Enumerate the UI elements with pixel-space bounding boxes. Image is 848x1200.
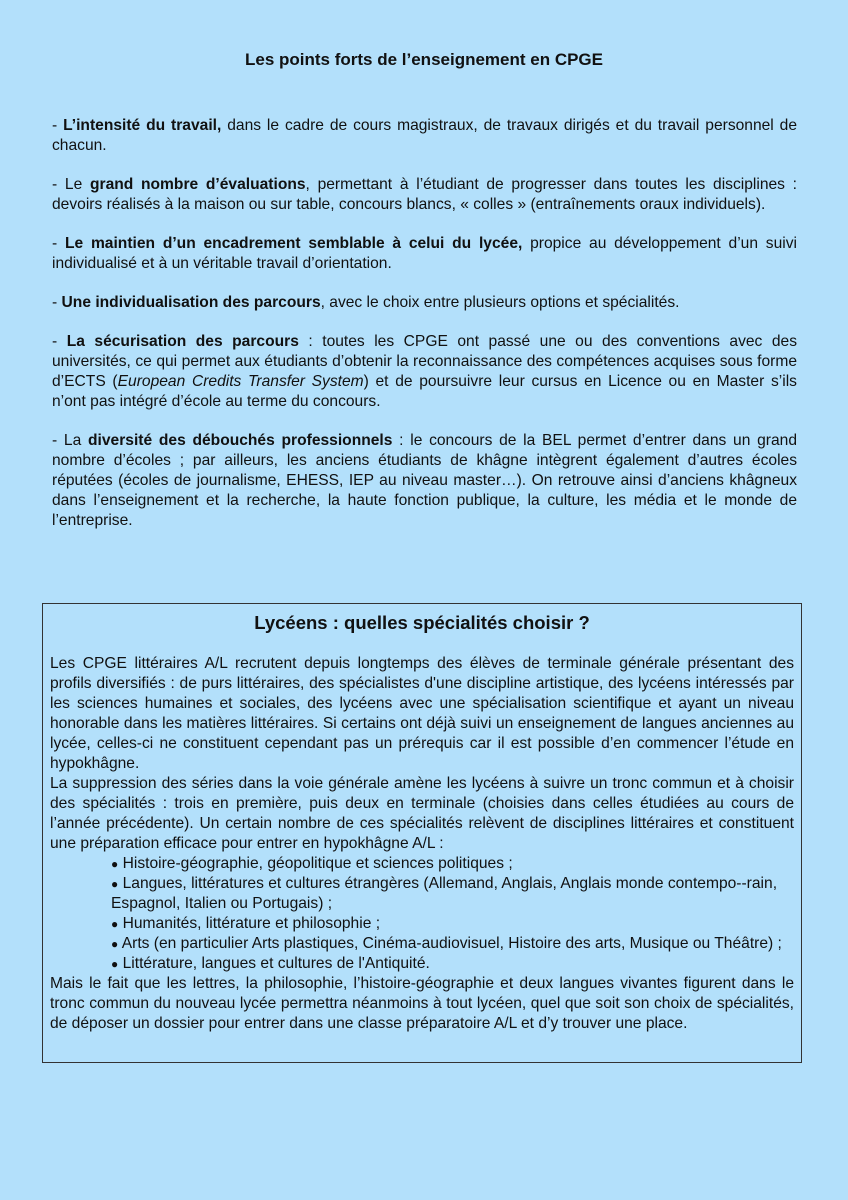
- ects-expansion: European Credits Transfer System: [117, 373, 364, 390]
- point-text: , permettant à l’étudiant de progresser dans toutes les disciplines : devoirs réalisés à la maison ou sur table, concours blancs, « colles » (entraînements oraux individuels).: [52, 176, 798, 213]
- point-text: dans le cadre de cours magistraux, de travaux dirigés et du travail personnel de chacun.: [52, 117, 798, 154]
- list-item: [111, 954, 794, 974]
- list-item-text: Littérature, langues et cultures de l'Antiquité.: [122, 955, 430, 972]
- point-text: ) et de poursuivre leur cursus en Licence ou en Master s’ils n’ont pas intégré d’école au terme du concours.: [52, 373, 797, 410]
- point-heading: Le maintien d’un encadrement semblable à celui du lycée,: [64, 235, 523, 252]
- point-heading: grand nombre d’évaluations: [89, 176, 306, 193]
- point-heading: La sécurisation des parcours: [66, 333, 299, 350]
- point-supervision: [52, 234, 797, 274]
- point-individualisation: [52, 293, 797, 313]
- point-prefix: -: [52, 294, 62, 311]
- point-text: propice au développement d’un suivi individualisé et à un véritable travail d’orientation.: [52, 235, 797, 272]
- strengths-list: [52, 116, 797, 550]
- point-heading: diversité des débouchés professionnels: [88, 432, 393, 449]
- box-paragraph-profiles: Les CPGE littéraires A/L recrutent depuis longtemps des élèves de terminale générale présentant des profils diversifiés : de purs littéraires, des spécialistes d'une discipline artistique, des lycéens intéressés par les sciences humaines et sociales, des lycéens avec une spécialisation scientifique et ayant un niveau honorable dans les matières littéraires. Si certains ont déjà suivi un enseignement de langues anciennes au lycée, celles-ci ne constituent cependant pas un prérequis car il est possible d’en commencer l’étude en hypokhâgne.: [50, 655, 794, 772]
- bullet-icon: ●: [111, 957, 119, 971]
- list-item-text: Histoire-géographie, géopolitique et sciences politiques ;: [122, 855, 513, 872]
- bullet-icon: ●: [111, 857, 119, 871]
- specialities-list: [50, 854, 794, 974]
- bullet-icon: ●: [111, 877, 119, 891]
- point-prefix: - Le: [52, 176, 90, 193]
- list-item-text: Langues, littératures et cultures étrangères (Allemand, Anglais, Anglais monde contempo--rain, Espagnol, Italien ou Portugais) ;: [111, 875, 778, 912]
- page-title: Les points forts de l’enseignement en CPGE: [244, 50, 603, 69]
- point-heading: Une individualisation des parcours: [61, 294, 321, 311]
- list-item: [111, 854, 794, 874]
- point-heading: L’intensité du travail,: [63, 117, 222, 134]
- point-intensity: [52, 116, 797, 156]
- point-prefix: -: [52, 117, 64, 134]
- point-text: , avec le choix entre plusieurs options et spécialités.: [320, 294, 680, 311]
- point-prefix: -: [52, 333, 67, 350]
- point-securisation: [52, 332, 797, 412]
- list-item: [111, 914, 794, 934]
- box-paragraph-reform: La suppression des séries dans la voie générale amène les lycéens à suivre un tronc commun et à choisir des spécialités : trois en première, puis deux en terminale (choisies dans celles étudiées au cours de l’année précédente). Un certain nombre de ces spécialités relèvent de disciplines littéraires et constituent une préparation efficace pour entrer en hypokhâgne A/L :: [50, 775, 794, 852]
- point-prefix: -: [52, 235, 65, 252]
- specialities-box: [42, 603, 802, 1063]
- point-text: : toutes les CPGE ont passé une ou des conventions avec des universités, ce qui permet aux étudiants d’obtenir la reconnaissance des compétences acquises sous forme d’ECTS (: [52, 333, 797, 390]
- bullet-icon: ●: [111, 917, 119, 931]
- point-prefix: - La: [52, 432, 88, 449]
- list-item-text: Humanités, littérature et philosophie ;: [122, 915, 381, 932]
- point-evaluations: [52, 175, 797, 215]
- point-debouches: [52, 431, 797, 531]
- point-text: : le concours de la BEL permet d’entrer dans un grand nombre d’écoles ; par ailleurs, les anciens étudiants de khâgne intègrent également d’autres écoles réputées (écoles de journalisme, EHESS, IEP au niveau master…). On retrouve ainsi d’anciens khâgneux dans l’enseignement et la recherche, la haute fonction publique, la culture, les média et le monde de l’entreprise.: [52, 432, 798, 529]
- list-item: [111, 934, 794, 954]
- list-item-text: Arts (en particulier Arts plastiques, Cinéma-audiovisuel, Histoire des arts, Musique ou Théâtre) ;: [121, 935, 782, 952]
- list-item: [111, 874, 794, 914]
- box-title: Lycéens : quelles spécialités choisir ?: [254, 612, 590, 633]
- box-paragraph-conclusion: Mais le fait que les lettres, la philosophie, l’histoire-géographie et deux langues vivantes figurent dans le tronc commun du nouveau lycée permettra néanmoins à tout lycéen, quel que soit son choix de spécialités, de déposer un dossier pour entrer dans une classe préparatoire A/L et d’y trouver une place.: [50, 975, 794, 1032]
- bullet-icon: ●: [111, 937, 119, 951]
